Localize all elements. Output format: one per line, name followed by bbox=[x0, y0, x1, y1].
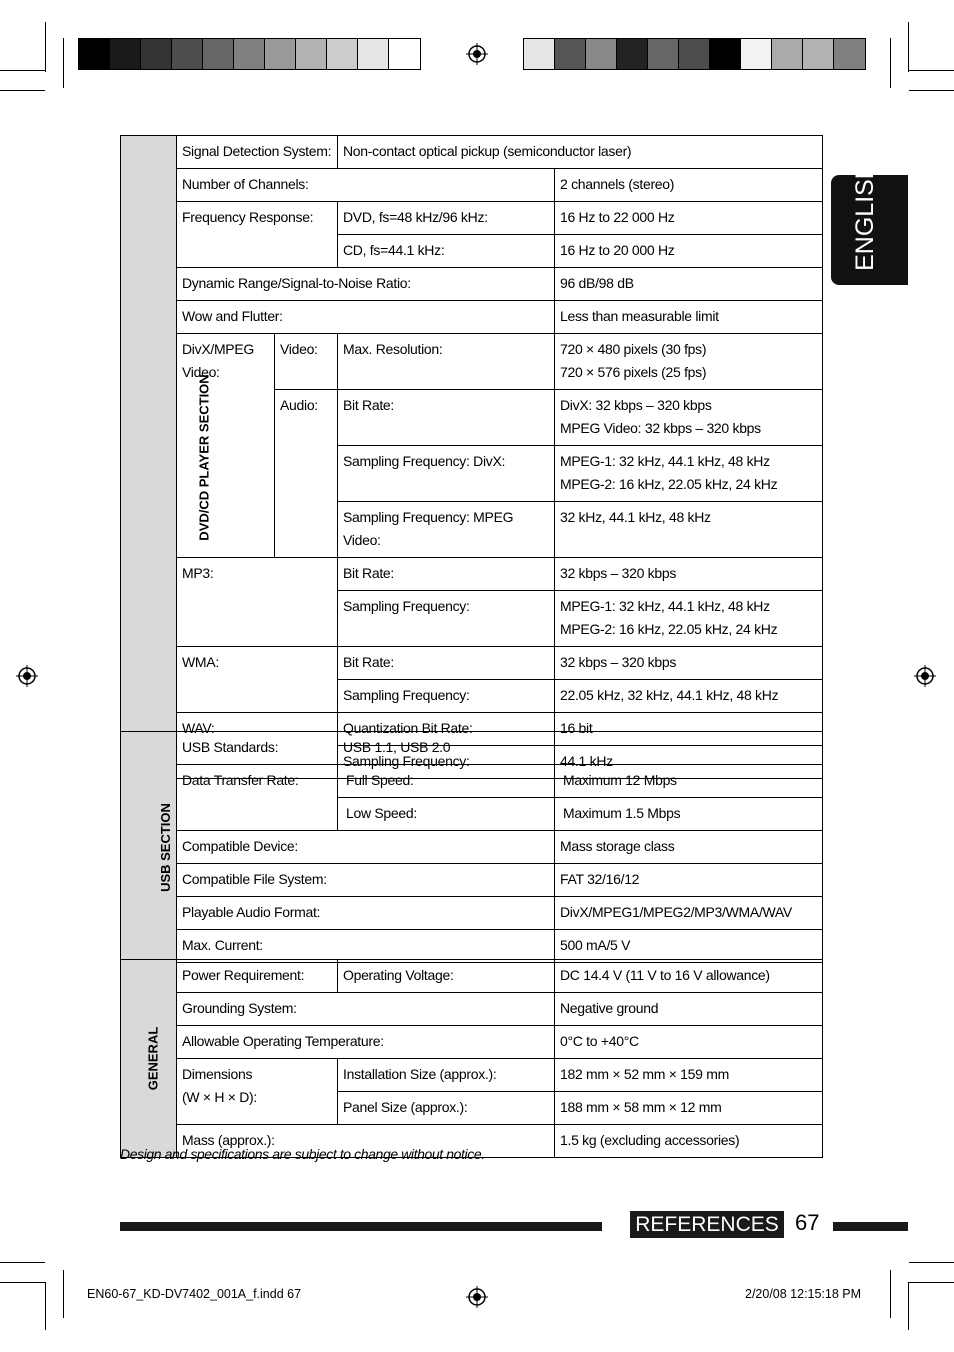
spec-sublabel: CD, fs=44.1 kHz: bbox=[338, 235, 555, 268]
spec-value: 32 kbps – 320 kbps bbox=[555, 647, 823, 680]
crop-mark bbox=[908, 22, 909, 72]
color-swatch bbox=[710, 39, 741, 69]
spec-value: Maximum 12 Mbps bbox=[555, 765, 823, 798]
color-swatch bbox=[79, 39, 110, 69]
spec-value bbox=[555, 390, 823, 446]
spec-sublabel: DVD, fs=48 kHz/96 kHz: bbox=[338, 202, 555, 235]
spec-label: Number of Channels: bbox=[177, 169, 555, 202]
color-swatch bbox=[741, 39, 772, 69]
color-swatch bbox=[296, 39, 327, 69]
spec-value: Mass storage class bbox=[555, 831, 823, 864]
registration-mark-icon bbox=[466, 43, 488, 65]
spec-label: USB Standards: bbox=[177, 732, 338, 765]
crop-mark bbox=[45, 1282, 46, 1330]
section-label-cell bbox=[121, 960, 177, 1158]
spec-sublabel: Sampling Frequency: MPEG Video: bbox=[338, 502, 555, 558]
spec-value-line: 720 × 480 pixels (30 fps) bbox=[560, 341, 707, 357]
spec-value: 0°C to +40°C bbox=[555, 1026, 823, 1059]
section-name-badge: REFERENCES bbox=[630, 1211, 784, 1238]
crop-mark bbox=[45, 22, 46, 72]
spec-value-line: MPEG-2: 16 kHz, 22.05 kHz, 24 kHz bbox=[560, 621, 778, 637]
slug-timestamp: 2/20/08 12:15:18 PM bbox=[745, 1287, 862, 1301]
color-swatch bbox=[772, 39, 803, 69]
spec-sublabel: Bit Rate: bbox=[338, 558, 555, 591]
spec-value: Less than measurable limit bbox=[555, 301, 823, 334]
spec-sublabel: Sampling Frequency: bbox=[338, 746, 555, 779]
spec-sublabel: Sampling Frequency: bbox=[338, 591, 555, 647]
spec-value: 22.05 kHz, 32 kHz, 44.1 kHz, 48 kHz bbox=[555, 680, 823, 713]
spec-value: 16 bit bbox=[555, 713, 823, 746]
crop-mark bbox=[63, 38, 64, 88]
spec-label: Playable Audio Format: bbox=[177, 897, 555, 930]
spec-value-line: DivX: 32 kbps – 320 kbps bbox=[560, 397, 712, 413]
spec-value-line: MPEG-2: 16 kHz, 22.05 kHz, 24 kHz bbox=[560, 476, 778, 492]
registration-mark-icon bbox=[914, 665, 936, 687]
spec-label: WAV: bbox=[177, 713, 338, 779]
footer-rule bbox=[120, 1222, 602, 1231]
footnote: Design and specifications are subject to change without notice. bbox=[120, 1146, 485, 1162]
spec-value: 96 dB/98 dB bbox=[555, 268, 823, 301]
color-swatch bbox=[234, 39, 265, 69]
spec-sublabel: Installation Size (approx.): bbox=[338, 1059, 555, 1092]
crop-mark bbox=[0, 90, 45, 91]
color-swatch bbox=[555, 39, 586, 69]
spec-sublabel: Operating Voltage: bbox=[338, 960, 555, 993]
spec-sublabel: Full Speed: bbox=[338, 765, 555, 798]
spec-label-line: Dimensions bbox=[182, 1066, 253, 1082]
dvd-cd-spec-table bbox=[120, 135, 823, 779]
footer-rule bbox=[833, 1222, 908, 1231]
spec-label: Grounding System: bbox=[177, 993, 555, 1026]
page-number: 67 bbox=[795, 1210, 820, 1235]
crop-mark bbox=[908, 1282, 909, 1330]
spec-label: Allowable Operating Temperature: bbox=[177, 1026, 555, 1059]
spec-value-line: 720 × 576 pixels (25 fps) bbox=[560, 364, 707, 380]
spec-label: Compatible Device: bbox=[177, 831, 555, 864]
language-tab-label: ENGLISH bbox=[851, 161, 879, 271]
color-bar-right bbox=[523, 38, 866, 70]
spec-value: Negative ground bbox=[555, 993, 823, 1026]
spec-label: Audio: bbox=[275, 390, 338, 558]
spec-label: Mass (approx.): bbox=[177, 1125, 555, 1158]
spec-label: Wow and Flutter: bbox=[177, 301, 555, 334]
spec-value-line: MPEG-1: 32 kHz, 44.1 kHz, 48 kHz bbox=[560, 453, 770, 469]
spec-value: 16 Hz to 20 000 Hz bbox=[555, 235, 823, 268]
spec-sublabel: Sampling Frequency: bbox=[338, 680, 555, 713]
color-swatch bbox=[803, 39, 834, 69]
spec-value: 32 kHz, 44.1 kHz, 48 kHz bbox=[555, 502, 823, 558]
color-swatch bbox=[358, 39, 389, 69]
spec-label: Dynamic Range/Signal-to-Noise Ratio: bbox=[177, 268, 555, 301]
spec-label bbox=[177, 334, 275, 558]
spec-label: Frequency Response: bbox=[177, 202, 338, 268]
general-spec-table bbox=[120, 959, 823, 1158]
section-label: GENERAL bbox=[145, 1026, 161, 1091]
spec-sublabel: Bit Rate: bbox=[338, 390, 555, 446]
spec-sublabel: Bit Rate: bbox=[338, 647, 555, 680]
color-swatch bbox=[110, 39, 141, 69]
spec-label-line: DivX/MPEG bbox=[182, 341, 254, 357]
crop-mark bbox=[909, 90, 954, 91]
color-bar-left bbox=[78, 38, 421, 70]
color-swatch bbox=[327, 39, 358, 69]
spec-label: Max. Current: bbox=[177, 930, 555, 963]
spec-label: Compatible File System: bbox=[177, 864, 555, 897]
crop-mark bbox=[909, 1262, 954, 1263]
spec-value-line: MPEG Video: 32 kbps – 320 kbps bbox=[560, 420, 761, 436]
color-swatch bbox=[524, 39, 555, 69]
spec-value: 16 Hz to 22 000 Hz bbox=[555, 202, 823, 235]
spec-value: 188 mm × 58 mm × 12 mm bbox=[555, 1092, 823, 1125]
crop-mark bbox=[909, 70, 954, 71]
crop-mark bbox=[0, 1262, 45, 1263]
spec-sublabel: Panel Size (approx.): bbox=[338, 1092, 555, 1125]
spec-sublabel: Quantization Bit Rate: bbox=[338, 713, 555, 746]
crop-mark bbox=[0, 1282, 45, 1283]
slug-filename: EN60-67_KD-DV7402_001A_f.indd 67 bbox=[87, 1287, 302, 1301]
spec-label: Data Transfer Rate: bbox=[177, 765, 338, 831]
spec-value: FAT 32/16/12 bbox=[555, 864, 823, 897]
color-swatch bbox=[586, 39, 617, 69]
spec-value: Maximum 1.5 Mbps bbox=[555, 798, 823, 831]
spec-sublabel: Low Speed: bbox=[338, 798, 555, 831]
spec-value: USB 1.1, USB 2.0 bbox=[338, 732, 823, 765]
color-swatch bbox=[834, 39, 865, 69]
registration-mark-icon bbox=[466, 1286, 488, 1308]
spec-label: Signal Detection System: bbox=[177, 136, 338, 169]
spec-value: DivX/MPEG1/MPEG2/MP3/WMA/WAV bbox=[555, 897, 823, 930]
spec-label-line: Video: bbox=[182, 364, 220, 380]
crop-mark bbox=[890, 38, 891, 88]
spec-value: Non-contact optical pickup (semiconductor laser) bbox=[338, 136, 823, 169]
color-swatch bbox=[389, 39, 420, 69]
spec-label: Video: bbox=[275, 334, 338, 390]
color-swatch bbox=[648, 39, 679, 69]
spec-value: 500 mA/5 V bbox=[555, 930, 823, 963]
crop-mark bbox=[0, 70, 45, 71]
spec-value-line: MPEG-1: 32 kHz, 44.1 kHz, 48 kHz bbox=[560, 598, 770, 614]
section-label: USB SECTION bbox=[157, 802, 173, 892]
usb-spec-table bbox=[120, 731, 823, 963]
spec-value: 1.5 kg (excluding accessories) bbox=[555, 1125, 823, 1158]
spec-value bbox=[555, 334, 823, 390]
spec-label: Power Requirement: bbox=[177, 960, 338, 993]
spec-value: 182 mm × 52 mm × 159 mm bbox=[555, 1059, 823, 1092]
spec-value bbox=[555, 591, 823, 647]
crop-mark bbox=[63, 1270, 64, 1318]
color-swatch bbox=[203, 39, 234, 69]
color-swatch bbox=[679, 39, 710, 69]
spec-value bbox=[555, 446, 823, 502]
section-label: DVD/CD PLAYER SECTION bbox=[196, 373, 212, 541]
registration-mark-icon bbox=[16, 665, 38, 687]
color-swatch bbox=[141, 39, 172, 69]
crop-mark bbox=[909, 1282, 954, 1283]
spec-sublabel: Max. Resolution: bbox=[338, 334, 555, 390]
spec-label-line: (W × H × D): bbox=[182, 1089, 257, 1105]
color-swatch bbox=[265, 39, 296, 69]
spec-label: MP3: bbox=[177, 558, 338, 647]
section-label-cell bbox=[121, 732, 177, 963]
spec-value: 44.1 kHz bbox=[555, 746, 823, 779]
color-swatch bbox=[617, 39, 648, 69]
spec-value: DC 14.4 V (11 V to 16 V allowance) bbox=[555, 960, 823, 993]
crop-mark bbox=[890, 1270, 891, 1318]
color-swatch bbox=[172, 39, 203, 69]
spec-value: 32 kbps – 320 kbps bbox=[555, 558, 823, 591]
spec-sublabel: Sampling Frequency: DivX: bbox=[338, 446, 555, 502]
spec-value: 2 channels (stereo) bbox=[555, 169, 823, 202]
spec-label: WMA: bbox=[177, 647, 338, 713]
spec-label bbox=[177, 1059, 338, 1125]
